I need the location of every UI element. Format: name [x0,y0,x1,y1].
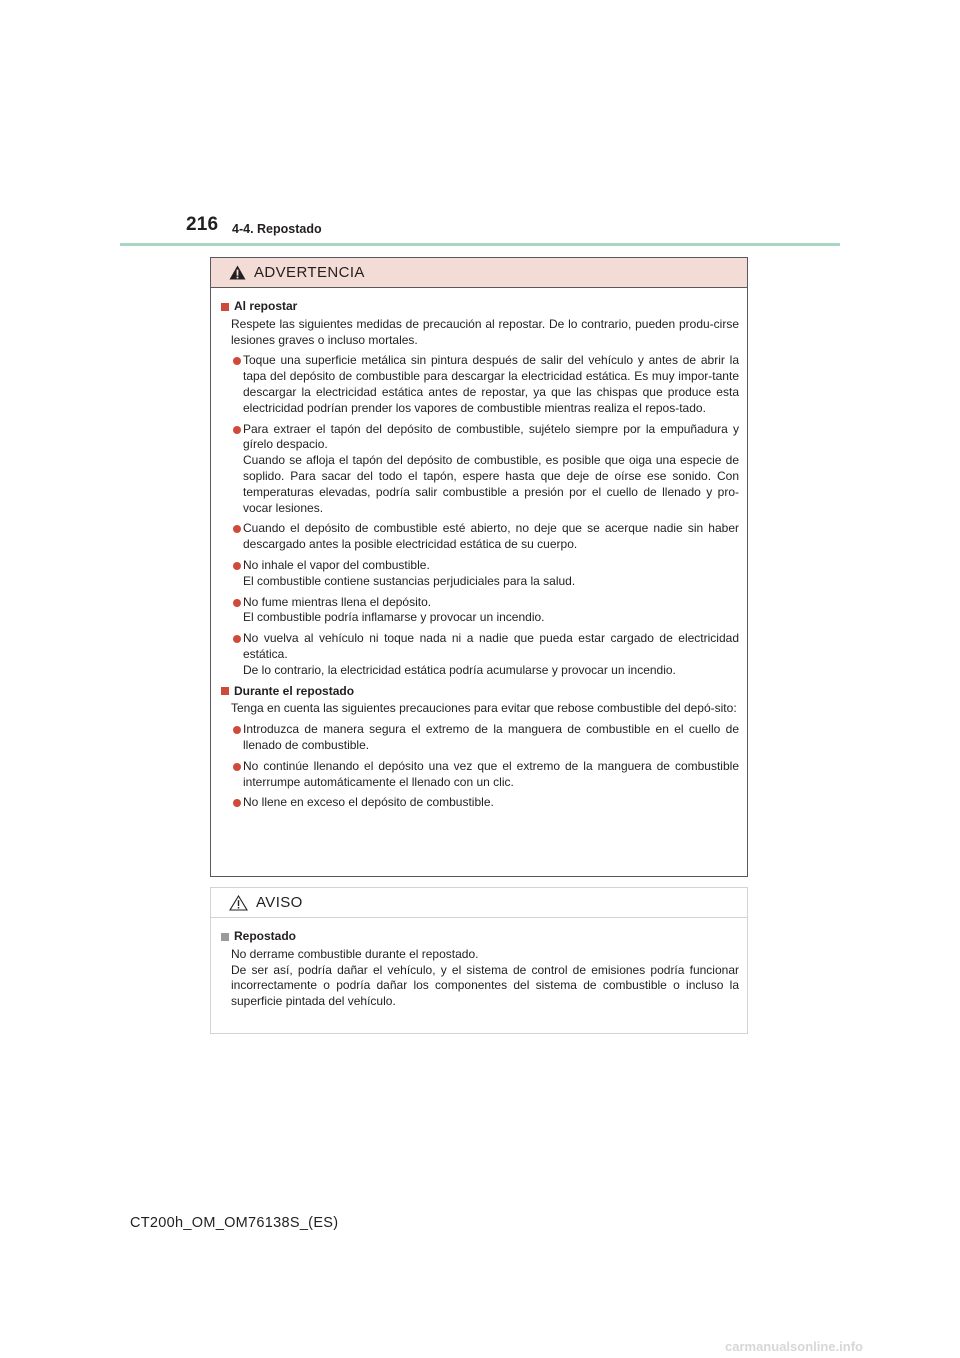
warning-box [210,257,748,877]
notice-text: No derrame combustible durante el repostado. De ser así, podría dañar el vehículo, y el sistema de control de emisiones podría funcionar incorrectamente o podría dañar los componentes del sistema de combustible o incluso la superficie pintada del vehículo. [231,946,739,1009]
heading-text: Durante el repostado [234,683,355,698]
section-heading [221,929,739,945]
round-bullet-icon [233,726,241,734]
item-text: No inhale el vapor del combustible. El combustible contiene sustancias perjudiciales para la salud. [243,557,576,588]
list-item [221,722,739,754]
list-item [221,422,739,517]
item-text: Para extraer el tapón del depósito de combustible, sujételo siempre por la empuñadura y gírelo despacio. Cuando se afloja el tapón del depósito de combustible, es posible que oiga una especie de soplido. Para sacar del todo el tapón, espere hasta que deje de oírse ese sonido. Con temperaturas elevadas, podría salir combustible a presión por el cuello de llenado y pro-vocar lesiones. [243,421,739,515]
list-item [221,558,739,590]
watermark: carmanualsonline.info [725,1339,863,1354]
heading-text: Repostado [234,929,297,943]
list-item [221,521,739,553]
item-text: No vuelva al vehículo ni toque nada ni a nadie que pueda estar cargado de electricidad estática. De lo contrario, la electricidad estática podría acumularse y provocar un incendio. [243,631,739,677]
square-bullet-icon [221,933,229,941]
round-bullet-icon [233,799,241,807]
header-rule [120,243,840,246]
section-heading [221,299,739,315]
round-bullet-icon [233,562,241,570]
item-text: Introduzca de manera segura el extremo de la manguera de combustible en el cuello de llenado de combustible. [243,722,739,752]
section-title: 4-4. Repostado [232,222,322,236]
warning-body [211,288,747,811]
caution-triangle-icon [229,895,248,911]
list-item [221,759,739,791]
section-intro: Tenga en cuenta las siguientes precauciones para evitar que rebose combustible del depó-sito: [231,701,737,716]
round-bullet-icon [233,763,241,771]
page-number: 216 [186,214,219,235]
round-bullet-icon [233,599,241,607]
notice-header [211,888,747,918]
notice-body [211,918,747,1010]
square-bullet-icon [221,303,229,311]
item-text: No continúe llenando el depósito una vez que el extremo de la manguera de combustible interrumpe automáticamente el llenado con un clic. [243,758,739,789]
list-item [221,795,739,811]
warning-triangle-icon [229,265,246,280]
list-item [221,595,739,627]
item-text: No fume mientras llena el depósito. El combustible podría inflamarse y provocar un incendio. [243,594,545,625]
round-bullet-icon [233,426,241,434]
item-text: No llene en exceso el depósito de combustible. [243,795,494,810]
section-heading [221,684,739,700]
list-item [221,631,739,678]
notice-title: AVISO [256,894,303,911]
section-intro: Respete las siguientes medidas de precaución al repostar. De lo contrario, pueden produ-cirse lesiones graves o incluso mortales. [231,316,739,347]
warning-header [211,258,747,288]
heading-text: Al repostar [234,299,298,313]
square-bullet-icon [221,687,229,695]
round-bullet-icon [233,357,241,365]
warning-title: ADVERTENCIA [254,264,365,281]
item-text: Toque una superficie metálica sin pintura después de salir del vehículo y antes de abrir la tapa del depósito de combustible para descargar la electricidad estática. Es muy impor-tante descargar la electricidad estática antes de repostar, ya que las chispas que produce esta electricidad podrían prender los vapores de combustible mientras realiza el repos-tado. [243,353,739,415]
document-code: CT200h_OM_OM76138S_(ES) [130,1215,339,1231]
item-text: Cuando el depósito de combustible esté abierto, no deje que se acerque nadie sin haber descargado antes la posible electricidad estática de su cuerpo. [243,521,739,552]
round-bullet-icon [233,635,241,643]
round-bullet-icon [233,525,241,533]
notice-box [210,887,748,1034]
list-item [221,353,739,416]
